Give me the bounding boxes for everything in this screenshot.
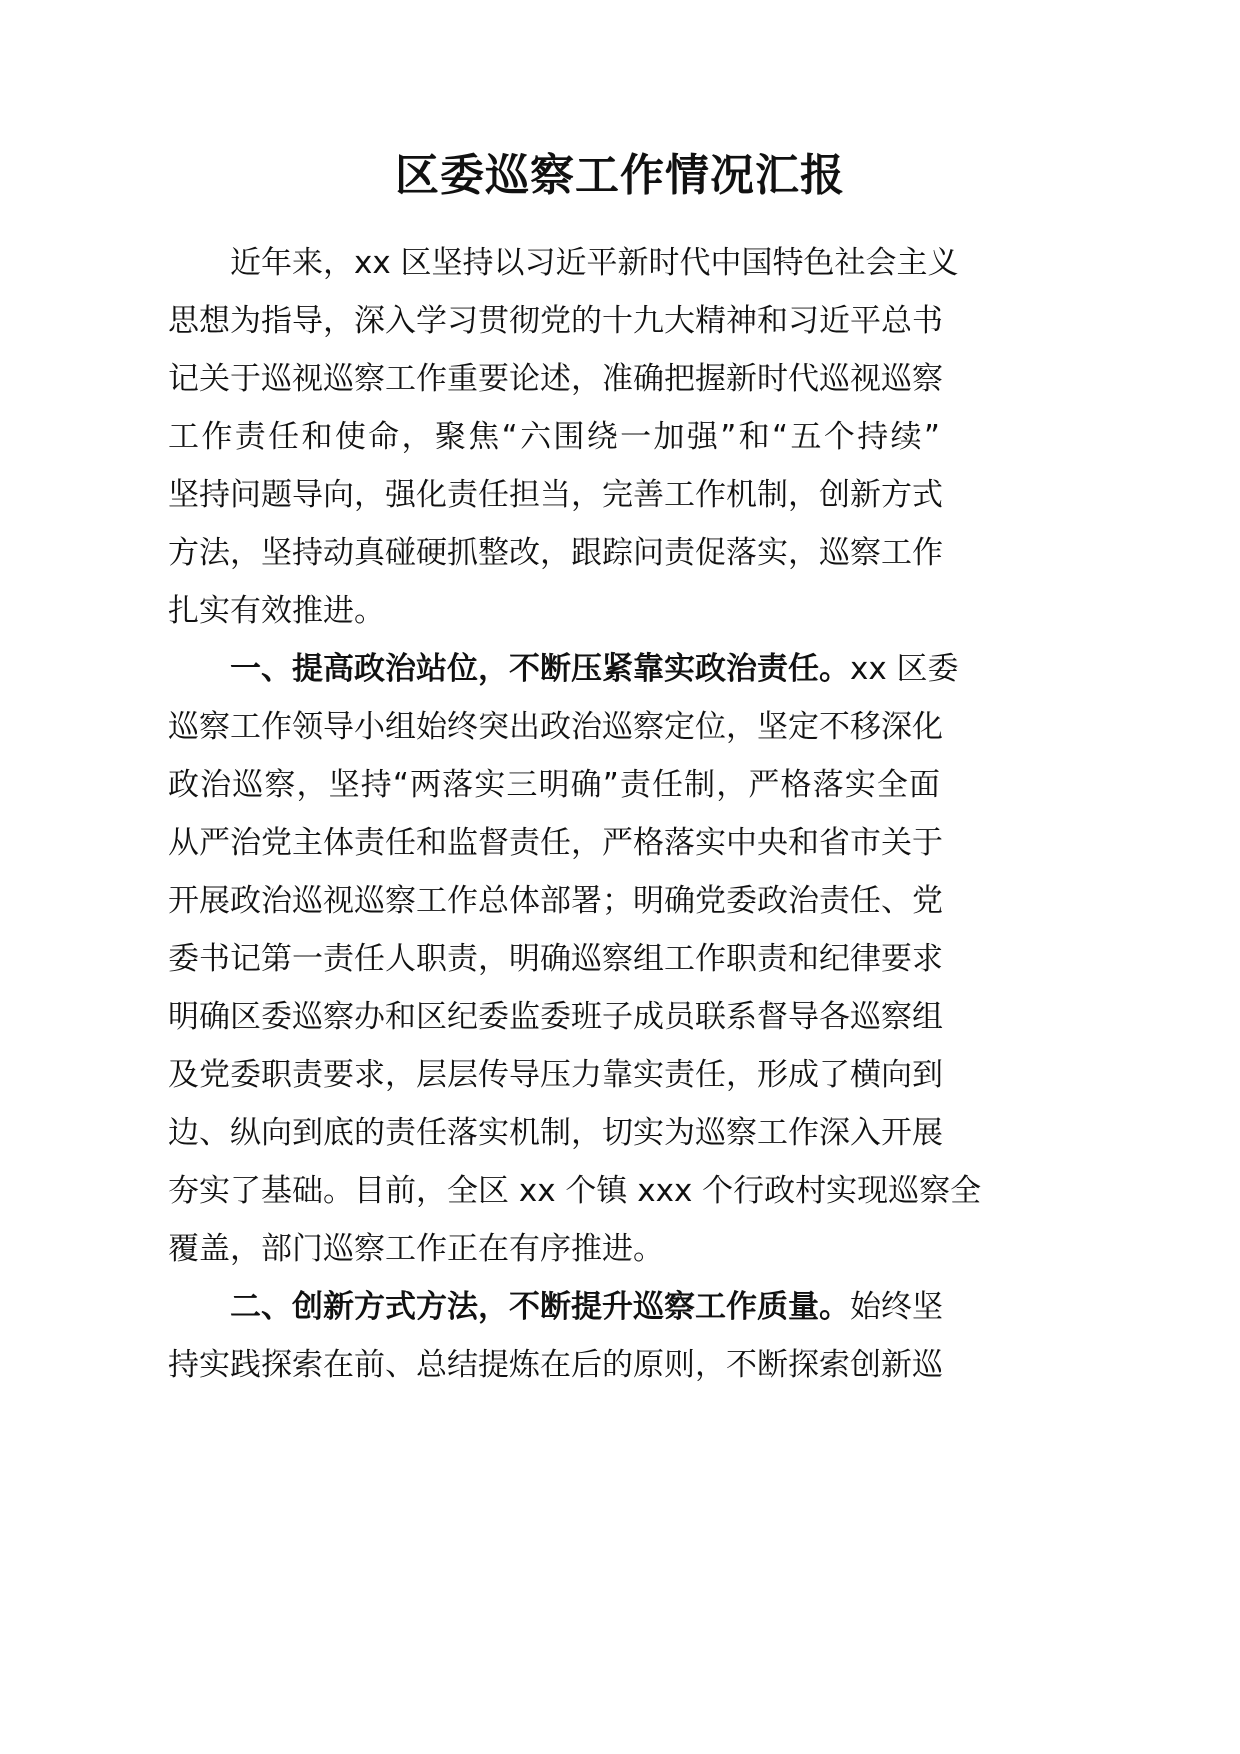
text-line — [168, 640, 959, 698]
text-line: 覆盖，部门巡察工作正在有序推进。 — [168, 1231, 664, 1267]
text-line: 近年来，xx 区坚持以习近平新时代中国特色社会主义 — [230, 245, 959, 281]
text-line: 边、纵向到底的责任落实机制，切实为巡察工作深入开展 — [168, 1115, 943, 1151]
text-line: 扎实有效推进。 — [168, 593, 385, 629]
text-line: 及党委职责要求，层层传导压力靠实责任，形成了横向到 — [168, 1057, 943, 1093]
text-run: 始终坚 — [850, 1289, 943, 1325]
text-line: 委书记第一责任人职责，明确巡察组工作职责和纪律要求 — [168, 941, 943, 977]
text-line: 持实践探索在前、总结提炼在后的原则，不断探索创新巡 — [168, 1347, 943, 1383]
paragraph-section-1 — [168, 640, 982, 1278]
text-line: 工作责任和使命，聚焦“六围绕一加强”和“五个持续” — [168, 419, 940, 455]
text-line: 政治巡察，坚持“两落实三明确”责任制，严格落实全面 — [168, 767, 940, 803]
section-heading: 一、提高政治站位，不断压紧靠实政治责任。 — [230, 651, 850, 687]
text-line: 从严治党主体责任和监督责任，严格落实中央和省市关于 — [168, 825, 943, 861]
text-run: xx 区委 — [850, 651, 959, 687]
text-line: 思想为指导，深入学习贯彻党的十九大精神和习近平总书 — [168, 303, 943, 339]
text-line: 记关于巡视巡察工作重要论述，准确把握新时代巡视巡察 — [168, 361, 943, 397]
text-line: 坚持问题导向，强化责任担当，完善工作机制，创新方式 — [168, 477, 943, 513]
text-line: 方法，坚持动真碰硬抓整改，跟踪问责促落实，巡察工作 — [168, 535, 943, 571]
section-heading: 二、创新方式方法，不断提升巡察工作质量。 — [230, 1289, 850, 1325]
text-line: 夯实了基础。目前，全区 xx 个镇 xxx 个行政村实现巡察全 — [168, 1173, 982, 1209]
text-line: 巡察工作领导小组始终突出政治巡察定位，坚定不移深化 — [168, 709, 943, 745]
document-body — [168, 234, 982, 1394]
paragraph-intro — [168, 234, 959, 640]
text-line: 开展政治巡视巡察工作总体部署；明确党委政治责任、党 — [168, 883, 943, 919]
text-line: 明确区委巡察办和区纪委监委班子成员联系督导各巡察组 — [168, 999, 943, 1035]
document-title: 区委巡察工作情况汇报 — [395, 150, 845, 201]
text-line — [168, 1278, 943, 1336]
paragraph-section-2 — [168, 1278, 943, 1394]
